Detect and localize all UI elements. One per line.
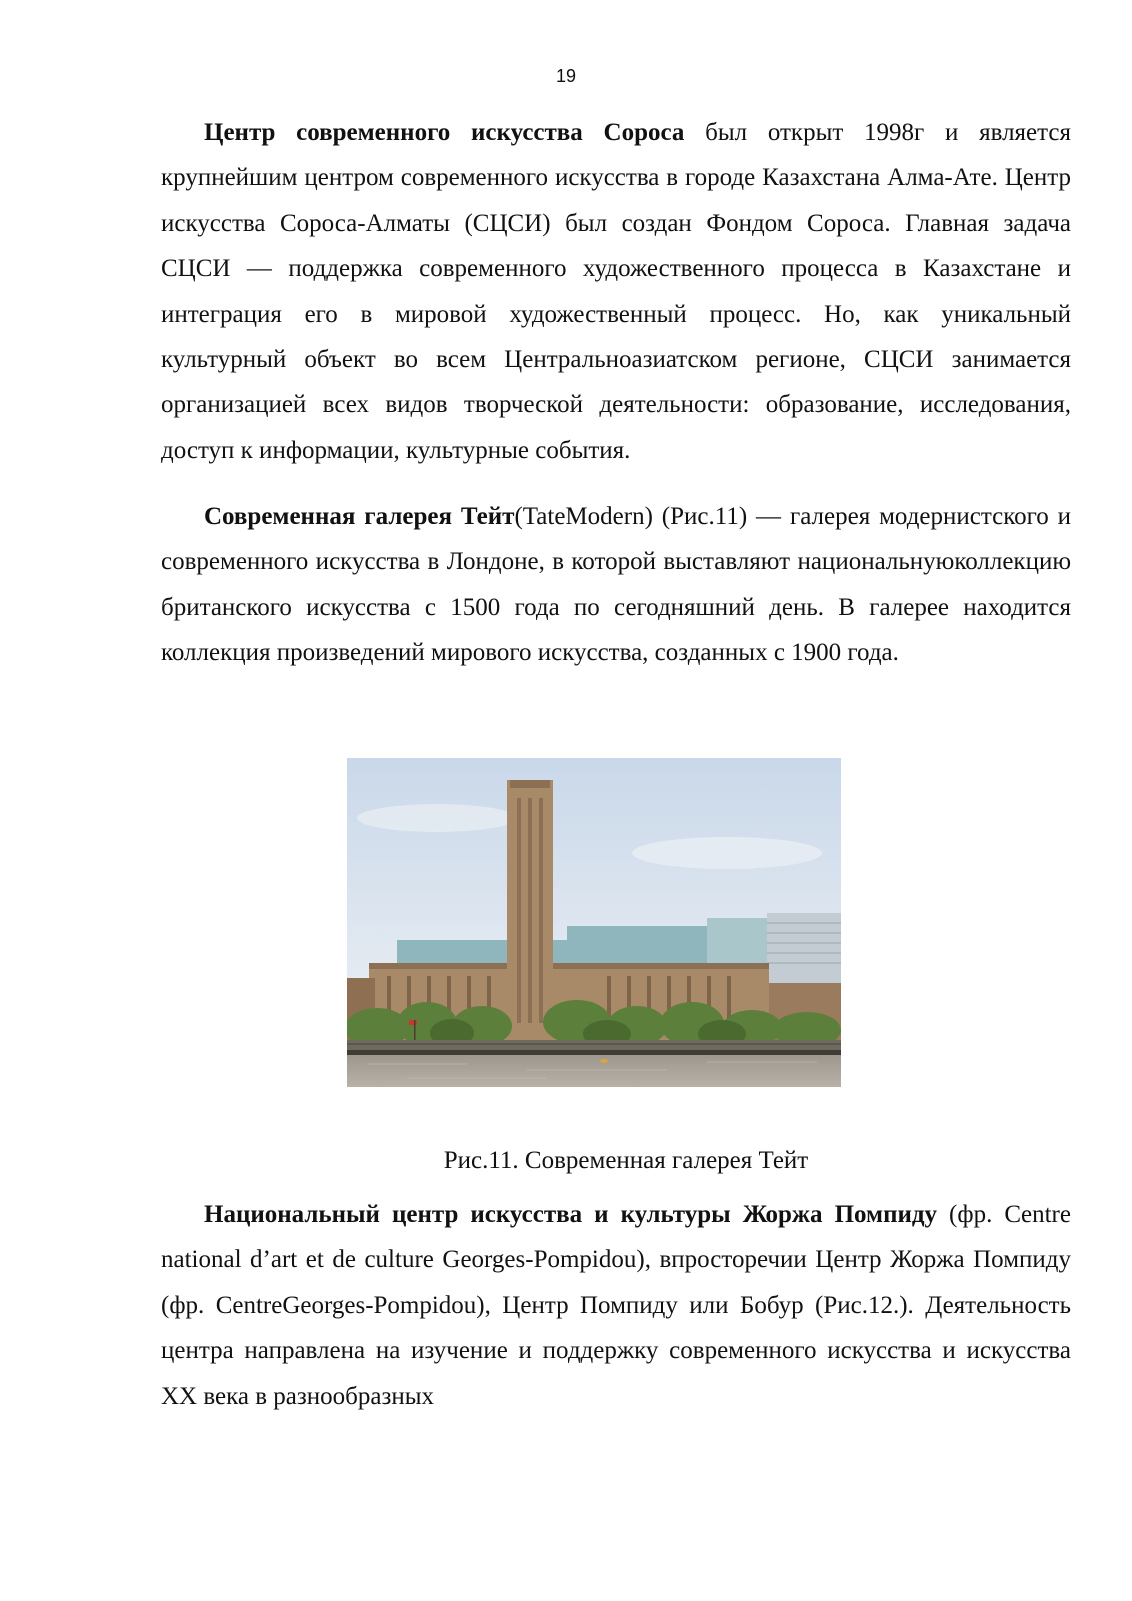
paragraph-tate-modern xyxy=(161,494,1071,676)
paragraph-soros-center xyxy=(161,110,1071,473)
paragraph-body: (TateModern) (Рис.11) — галерея модернистского и современного искусства в Лондоне, в которой выставляют национальнуюколлекцию британского искусства с 1500 года по сегодняшний день. В галерее находится коллекция произведений мирового искусства, созданных с 1900 года. xyxy=(161,503,1071,667)
paragraph-heading: Центр современного искусства Сороса xyxy=(204,119,685,146)
figure-caption: Рис.11. Современная галерея Тейт xyxy=(443,1147,809,1174)
paragraph-body: был открыт 1998г и является крупнейшим центром современного искусства в городе Казахстана Алма-Ате. Центр искусства Сороса-Алматы (СЦСИ) был создан Фондом Сороса. Главная задача СЦСИ — поддержка современного художественного процесса в Казахстане и интеграция его в мировой художественный процесс. Но, как уникальный культурный объект во всем Центральноазиатском регионе, СЦСИ занимается организацией всех видов творческой деятельности: образование, исследования, доступ к информации, культурные события. xyxy=(161,119,1071,464)
page-number: 19 xyxy=(555,66,577,86)
paragraph-body: (фр. Centre national d’art et de culture Georges-Pompidou), впросторечии Центр Жоржа Помпиду (фр. CentreGeorges-Pompidou), Центр Помпиду или Бобур (Рис.12.). Деятельность центра направлена на изучение и поддержку современного искусства и искусства XX века в разнообразных xyxy=(161,1201,1071,1410)
tate-modern-photo xyxy=(347,758,841,1087)
paragraph-pompidou-center xyxy=(161,1192,1071,1419)
paragraph-heading: Современная галерея Тейт xyxy=(204,503,515,530)
paragraph-heading: Национальный центр искусства и культуры Жоржа Помпиду xyxy=(204,1201,938,1228)
